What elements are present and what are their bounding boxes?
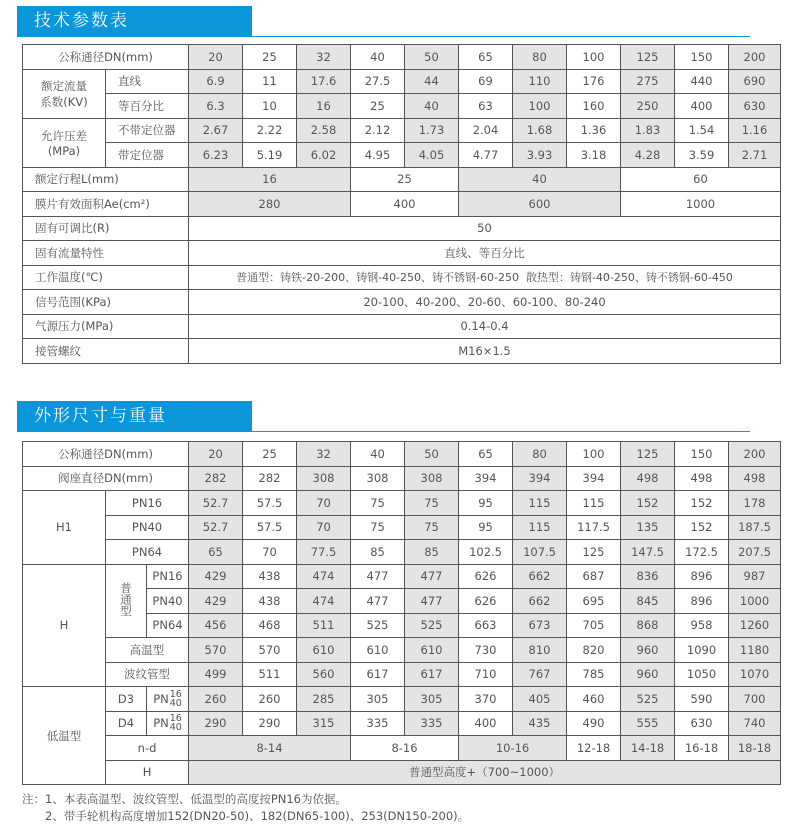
cell: 456: [189, 613, 243, 638]
pn-top: 16: [169, 688, 182, 700]
cell: 308: [297, 466, 351, 491]
cell: 662: [513, 589, 567, 614]
cell: 560: [297, 662, 351, 687]
row-label: H: [23, 564, 106, 687]
cell: 1.36: [567, 118, 621, 143]
cell: 25: [351, 94, 405, 119]
pn-prefix: PN: [153, 716, 169, 731]
cell: 710: [459, 662, 513, 687]
row-label: [23, 118, 106, 167]
sub-label: [106, 564, 147, 638]
cell: 555: [621, 711, 675, 736]
table-row: [23, 515, 781, 540]
cell: 85: [405, 540, 459, 565]
cell: 626: [459, 589, 513, 614]
cell: 3.18: [567, 143, 621, 168]
cell: 115: [513, 515, 567, 540]
cell: 896: [675, 589, 729, 614]
row-label: 信号范围(KPa): [23, 290, 189, 315]
sub-label: 等百分比: [106, 94, 189, 119]
cell: 525: [351, 613, 405, 638]
sub-label: PN64: [106, 540, 189, 565]
cell: 60: [621, 167, 781, 192]
cell: 6.9: [189, 69, 243, 94]
cell: 1.68: [513, 118, 567, 143]
sub-label: n-d: [106, 736, 189, 761]
sub-label: 带定位器: [106, 143, 189, 168]
cell: 315: [297, 711, 351, 736]
cell: 960: [621, 638, 675, 663]
table-row: [23, 241, 781, 266]
cell: 4.77: [459, 143, 513, 168]
cell: 80: [513, 45, 567, 70]
row-label: 固有流量特性: [23, 241, 189, 266]
cell: 69: [459, 69, 513, 94]
cell: 474: [297, 589, 351, 614]
cell: 1180: [729, 638, 781, 663]
cell: 394: [567, 466, 621, 491]
cell: 896: [675, 564, 729, 589]
table-row: [23, 638, 781, 663]
cell: M16×1.5: [189, 339, 781, 364]
cell: 250: [621, 94, 675, 119]
cell: 70: [297, 515, 351, 540]
section-title-tech-params: 技术参数表: [17, 6, 252, 37]
row-label: 阀座直径DN(mm): [23, 466, 189, 491]
cell: 4.95: [351, 143, 405, 168]
cell: 27.5: [351, 69, 405, 94]
cell: 70: [243, 540, 297, 565]
cell: 17.6: [297, 69, 351, 94]
cell: 110: [513, 69, 567, 94]
cell: 117.5: [567, 515, 621, 540]
cell: 285: [297, 687, 351, 712]
cell: 767: [513, 662, 567, 687]
cell: 626: [459, 564, 513, 589]
cell: 150: [675, 45, 729, 70]
cell: 474: [297, 564, 351, 589]
cell: 1.83: [621, 118, 675, 143]
cell: 662: [513, 564, 567, 589]
cell: 20: [189, 442, 243, 467]
section-title-dimensions: 外形尺寸与重量: [17, 401, 252, 432]
cell: 477: [351, 564, 405, 589]
cell: 477: [405, 589, 459, 614]
row-label: 公称通径DN(mm): [23, 442, 189, 467]
cell: 3.59: [675, 143, 729, 168]
cell: 0.14-0.4: [189, 314, 781, 339]
cell: 438: [243, 589, 297, 614]
cell: 663: [459, 613, 513, 638]
cell: 75: [405, 515, 459, 540]
sub-label: PN16: [147, 564, 189, 589]
sub-label: D3: [106, 687, 147, 712]
cell: 1000: [621, 192, 781, 217]
cell: 305: [351, 687, 405, 712]
cell: 617: [351, 662, 405, 687]
table-row: [23, 339, 781, 364]
cell: 525: [621, 687, 675, 712]
cell: 40: [351, 45, 405, 70]
pn-label: [147, 711, 189, 736]
cell: 511: [297, 613, 351, 638]
cell: 1260: [729, 613, 781, 638]
cell: 50: [405, 45, 459, 70]
table-row: [23, 94, 781, 119]
cell: 4.28: [621, 143, 675, 168]
cell: 370: [459, 687, 513, 712]
cell: 308: [351, 466, 405, 491]
table-row: [23, 760, 781, 785]
table-row: [23, 736, 781, 761]
cell: 673: [513, 613, 567, 638]
cell: 125: [621, 442, 675, 467]
cell: 100: [567, 45, 621, 70]
cell: 125: [567, 540, 621, 565]
row-label: 工作温度(℃): [23, 265, 189, 290]
cell: 499: [189, 662, 243, 687]
cell: 2.58: [297, 118, 351, 143]
cell: 178: [729, 491, 781, 516]
cell: 200: [729, 442, 781, 467]
cell: 77.5: [297, 540, 351, 565]
cell: 100: [567, 442, 621, 467]
table-row: [23, 314, 781, 339]
table-row: [23, 143, 781, 168]
table-row: [23, 442, 781, 467]
cell: 498: [675, 466, 729, 491]
vertical-label: 普通型: [119, 582, 133, 617]
section-divider: [252, 36, 750, 37]
table-row: [23, 564, 781, 589]
table-row: [23, 466, 781, 491]
cell: 8-16: [351, 736, 459, 761]
cell: 52.7: [189, 491, 243, 516]
cell: 590: [675, 687, 729, 712]
cell: 570: [189, 638, 243, 663]
cell: 335: [405, 711, 459, 736]
cell: 187.5: [729, 515, 781, 540]
table-row: [23, 192, 781, 217]
label-line: 额定流量: [41, 78, 87, 93]
cell: 63: [459, 94, 513, 119]
table-row: [23, 216, 781, 241]
cell: 85: [351, 540, 405, 565]
cell: 147.5: [621, 540, 675, 565]
cell: 1070: [729, 662, 781, 687]
cell: 50: [189, 216, 781, 241]
cell: 32: [297, 442, 351, 467]
cell: 16: [189, 167, 351, 192]
cell: 152: [675, 515, 729, 540]
cell: 10: [243, 94, 297, 119]
pn-label: [147, 687, 189, 712]
cell: 6.23: [189, 143, 243, 168]
row-label: 额定行程L(mm): [23, 167, 189, 192]
cell: 207.5: [729, 540, 781, 565]
sub-label: 不带定位器: [106, 118, 189, 143]
row-label: 公称通径DN(mm): [23, 45, 189, 70]
section-divider: [252, 431, 750, 432]
sub-label: H: [106, 760, 189, 785]
cell: 115: [567, 491, 621, 516]
cell: 10-16: [459, 736, 567, 761]
cell: 14-18: [621, 736, 675, 761]
label-line: 允许压差: [41, 128, 87, 143]
cell: 95: [459, 515, 513, 540]
cell: 65: [459, 45, 513, 70]
cell: 5.19: [243, 143, 297, 168]
cell: 290: [243, 711, 297, 736]
cell: 785: [567, 662, 621, 687]
label-line: 系数(KV): [40, 94, 88, 109]
cell: 525: [405, 613, 459, 638]
cell: 958: [675, 613, 729, 638]
cell: 260: [189, 687, 243, 712]
cell: 50: [405, 442, 459, 467]
cell: 260: [243, 687, 297, 712]
cell: 57.5: [243, 515, 297, 540]
cell: 40: [351, 442, 405, 467]
cell: 32: [297, 45, 351, 70]
cell: 18-18: [729, 736, 781, 761]
cell: 44: [405, 69, 459, 94]
cell: 460: [567, 687, 621, 712]
cell: 400: [459, 711, 513, 736]
cell: 102.5: [459, 540, 513, 565]
sub-label: 高温型: [106, 638, 189, 663]
cell: 490: [567, 711, 621, 736]
cell: 275: [621, 69, 675, 94]
cell: 335: [351, 711, 405, 736]
cell: 2.22: [243, 118, 297, 143]
cell: 11: [243, 69, 297, 94]
cell: 617: [405, 662, 459, 687]
cell: 115: [513, 491, 567, 516]
cell: 429: [189, 589, 243, 614]
cell: 52.7: [189, 515, 243, 540]
sub-label: PN40: [147, 589, 189, 614]
cell: 160: [567, 94, 621, 119]
cell: 100: [513, 94, 567, 119]
cell: 2.04: [459, 118, 513, 143]
cell: 1.16: [729, 118, 781, 143]
cell: 394: [459, 466, 513, 491]
cell: 4.05: [405, 143, 459, 168]
row-label: 低温型: [23, 687, 106, 785]
row-label: H1: [23, 491, 106, 565]
cell: 868: [621, 613, 675, 638]
cell: 1090: [675, 638, 729, 663]
note-2: 2、带手轮机构高度增加152(DN20-50)、182(DN65-100)、253(DN150-200)。: [45, 809, 470, 823]
cell: 435: [513, 711, 567, 736]
cell: 152: [675, 491, 729, 516]
cell: 282: [189, 466, 243, 491]
table-row: [23, 69, 781, 94]
cell: 630: [729, 94, 781, 119]
cell: 12-18: [567, 736, 621, 761]
cell: 695: [567, 589, 621, 614]
note-1: 注：1、本表高温型、波纹管型、低温型的高度按PN16为依据。: [22, 792, 347, 806]
cell: 1.54: [675, 118, 729, 143]
table-row: [23, 540, 781, 565]
cell: 290: [189, 711, 243, 736]
cell: 普通型高度+（700~1000）: [189, 760, 781, 785]
cell: 498: [729, 466, 781, 491]
cell: 2.12: [351, 118, 405, 143]
cell: 135: [621, 515, 675, 540]
cell: 477: [351, 589, 405, 614]
cell: 960: [621, 662, 675, 687]
cell: 405: [513, 687, 567, 712]
cell: 498: [621, 466, 675, 491]
cell: 80: [513, 442, 567, 467]
cell: 75: [351, 515, 405, 540]
label-line: (MPa): [47, 143, 81, 158]
cell: 630: [675, 711, 729, 736]
cell: 176: [567, 69, 621, 94]
sub-label: 直线: [106, 69, 189, 94]
cell: 429: [189, 564, 243, 589]
table-row: [23, 491, 781, 516]
cell: 610: [297, 638, 351, 663]
cell: 280: [189, 192, 351, 217]
cell: 2.67: [189, 118, 243, 143]
cell: 600: [459, 192, 621, 217]
row-label: 膜片有效面积Ae(cm²): [23, 192, 189, 217]
cell: 570: [243, 638, 297, 663]
table-row: [23, 167, 781, 192]
cell: 740: [729, 711, 781, 736]
pn-bottom: 40: [169, 722, 182, 734]
cell: 845: [621, 589, 675, 614]
cell: 直线、等百分比: [189, 241, 781, 266]
cell: 468: [243, 613, 297, 638]
cell: 20: [189, 45, 243, 70]
cell: 394: [513, 466, 567, 491]
cell: 107.5: [513, 540, 567, 565]
cell: 40: [405, 94, 459, 119]
cell: 3.93: [513, 143, 567, 168]
cell: 2.71: [729, 143, 781, 168]
cell: 6.02: [297, 143, 351, 168]
cell: 820: [567, 638, 621, 663]
cell: 305: [405, 687, 459, 712]
cell: 172.5: [675, 540, 729, 565]
sub-label: 波纹管型: [106, 662, 189, 687]
cell: 690: [729, 69, 781, 94]
cell: 40: [459, 167, 621, 192]
cell: 836: [621, 564, 675, 589]
cell: 438: [243, 564, 297, 589]
pn-bottom: 40: [169, 697, 182, 709]
cell: 1050: [675, 662, 729, 687]
cell: 95: [459, 491, 513, 516]
cell: 25: [243, 45, 297, 70]
cell: 730: [459, 638, 513, 663]
cell: 687: [567, 564, 621, 589]
cell: 25: [243, 442, 297, 467]
sub-label: PN40: [106, 515, 189, 540]
cell: 20-100、40-200、20-60、60-100、80-240: [189, 290, 781, 315]
cell: 308: [405, 466, 459, 491]
cell: 70: [297, 491, 351, 516]
pn-prefix: PN: [153, 691, 169, 706]
row-label: 固有可调比(R): [23, 216, 189, 241]
pn-top: 16: [169, 713, 182, 725]
sub-label: PN16: [106, 491, 189, 516]
row-label: 接管螺纹: [23, 339, 189, 364]
cell: 987: [729, 564, 781, 589]
cell: 400: [675, 94, 729, 119]
cell: 200: [729, 45, 781, 70]
row-label: [23, 69, 106, 118]
cell: 125: [621, 45, 675, 70]
sub-label: D4: [106, 711, 147, 736]
cell: 400: [351, 192, 459, 217]
cell: 16-18: [675, 736, 729, 761]
cell: 610: [405, 638, 459, 663]
table-row: [23, 662, 781, 687]
dimensions-table: [22, 441, 781, 785]
cell: 16: [297, 94, 351, 119]
cell: 65: [459, 442, 513, 467]
cell: 705: [567, 613, 621, 638]
cell: 700: [729, 687, 781, 712]
cell: 150: [675, 442, 729, 467]
cell: 810: [513, 638, 567, 663]
cell: 1000: [729, 589, 781, 614]
cell: 普通型：铸铁-20-200、铸钢-40-250、铸不锈钢-60-250 散热型：铸钢-40-250、铸不锈钢-60-450: [189, 265, 781, 290]
cell: 152: [621, 491, 675, 516]
table-row: [23, 265, 781, 290]
cell: 8-14: [189, 736, 351, 761]
cell: 610: [351, 638, 405, 663]
table-row: [23, 711, 781, 736]
table-row: [23, 687, 781, 712]
sub-label: PN64: [147, 613, 189, 638]
cell: 1.73: [405, 118, 459, 143]
cell: 282: [243, 466, 297, 491]
table-row: [23, 45, 781, 70]
cell: 6.3: [189, 94, 243, 119]
cell: 75: [405, 491, 459, 516]
cell: 25: [351, 167, 459, 192]
table-row: [23, 290, 781, 315]
cell: 440: [675, 69, 729, 94]
row-label: 气源压力(MPa): [23, 314, 189, 339]
cell: 477: [405, 564, 459, 589]
tech-params-table: [22, 44, 781, 364]
cell: 57.5: [243, 491, 297, 516]
table-row: [23, 118, 781, 143]
cell: 65: [189, 540, 243, 565]
cell: 75: [351, 491, 405, 516]
cell: 511: [243, 662, 297, 687]
